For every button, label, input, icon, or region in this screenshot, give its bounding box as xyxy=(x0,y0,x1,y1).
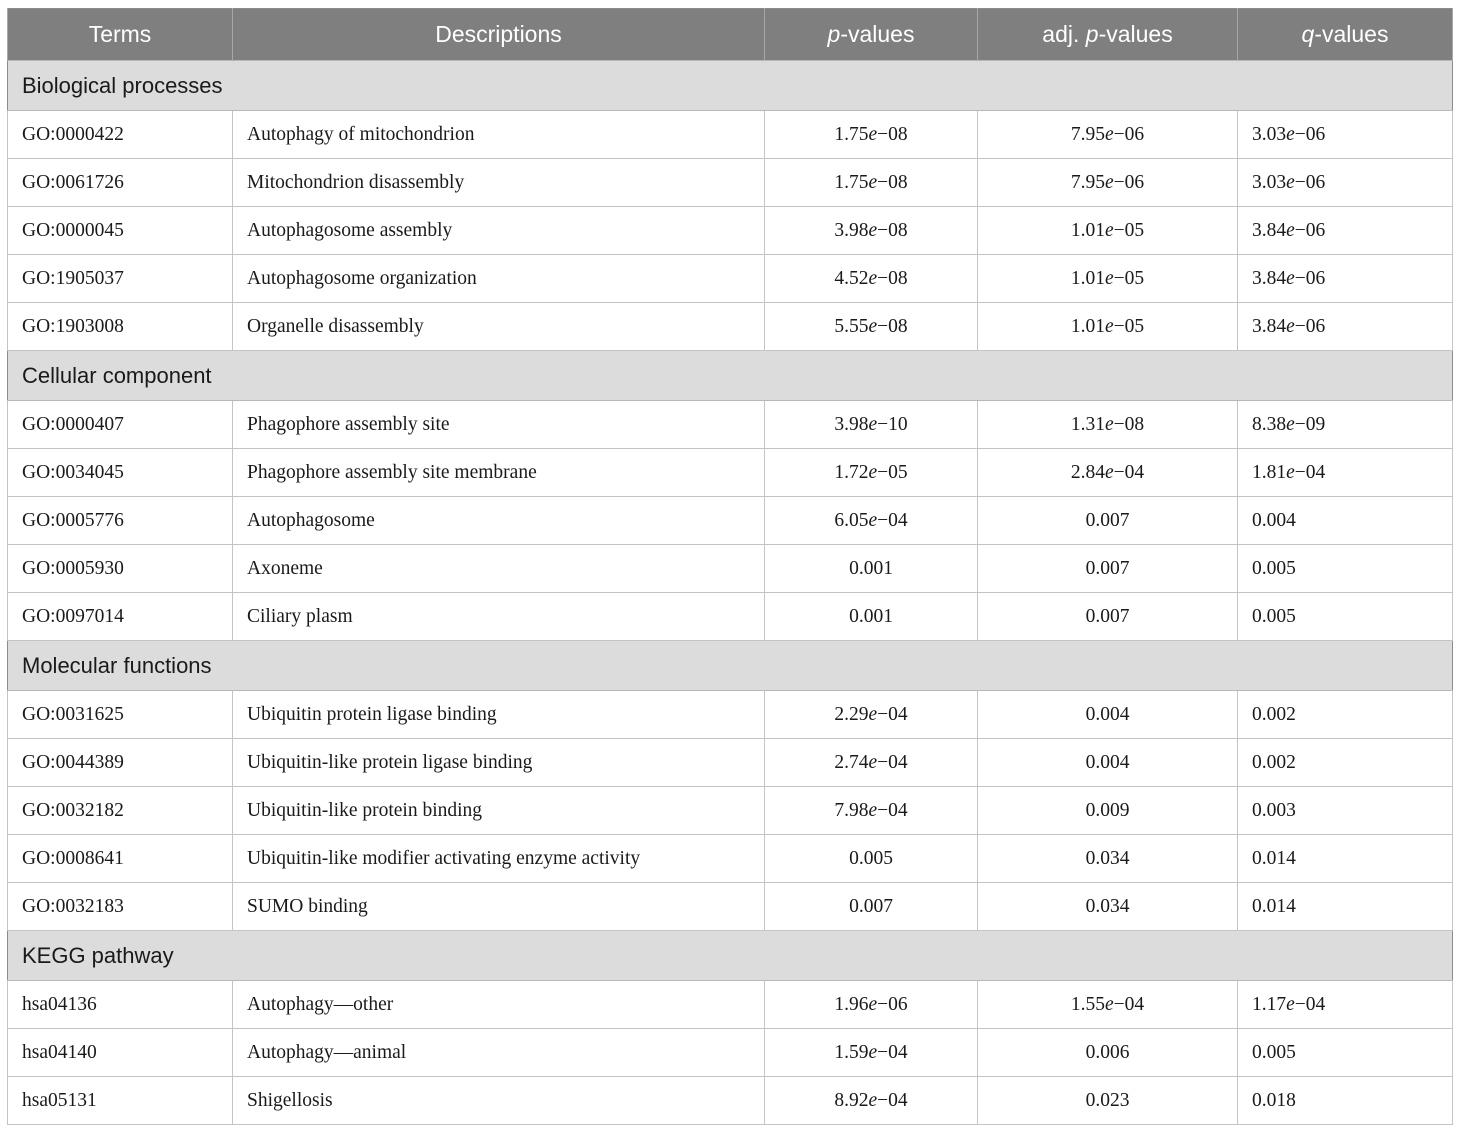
description-cell: Autophagosome assembly xyxy=(233,207,765,255)
p-value-cell: 6.05e−04 xyxy=(765,497,978,545)
term-cell: GO:0032183 xyxy=(8,883,233,931)
p-value-cell: 0.001 xyxy=(765,593,978,641)
p-value-cell: 3.98e−08 xyxy=(765,207,978,255)
q-value-cell: 0.014 xyxy=(1238,835,1453,883)
adj-p-value-cell: 0.006 xyxy=(978,1029,1238,1077)
description-cell: Autophagosome organization xyxy=(233,255,765,303)
table-row xyxy=(8,545,1453,593)
term-cell: hsa04140 xyxy=(8,1029,233,1077)
table-row xyxy=(8,691,1453,739)
q-value-cell: 0.005 xyxy=(1238,545,1453,593)
p-value-cell: 2.74e−04 xyxy=(765,739,978,787)
section-title: Molecular functions xyxy=(8,641,1453,691)
table-row xyxy=(8,883,1453,931)
term-cell: GO:0031625 xyxy=(8,691,233,739)
description-cell: Ubiquitin-like protein binding xyxy=(233,787,765,835)
enrichment-table xyxy=(7,8,1453,1125)
term-cell: GO:0061726 xyxy=(8,159,233,207)
table-row xyxy=(8,593,1453,641)
term-cell: GO:0032182 xyxy=(8,787,233,835)
term-cell: GO:0000407 xyxy=(8,401,233,449)
adj-p-value-cell: 1.01e−05 xyxy=(978,207,1238,255)
q-value-cell: 0.004 xyxy=(1238,497,1453,545)
header-descriptions: Descriptions xyxy=(233,9,765,61)
section-row xyxy=(8,351,1453,401)
header-p-values xyxy=(765,9,978,61)
p-value-cell: 3.98e−10 xyxy=(765,401,978,449)
p-value-cell: 8.92e−04 xyxy=(765,1077,978,1125)
description-cell: Mitochondrion disassembly xyxy=(233,159,765,207)
table-row xyxy=(8,981,1453,1029)
description-cell: Ubiquitin-like modifier activating enzyme activity xyxy=(233,835,765,883)
term-cell: GO:1903008 xyxy=(8,303,233,351)
description-cell: Phagophore assembly site xyxy=(233,401,765,449)
adj-p-value-cell: 7.95e−06 xyxy=(978,159,1238,207)
header-adj-pre: adj. xyxy=(1042,21,1086,47)
section-row xyxy=(8,641,1453,691)
p-value-cell: 0.005 xyxy=(765,835,978,883)
description-cell: Autophagy—animal xyxy=(233,1029,765,1077)
p-value-cell: 1.75e−08 xyxy=(765,111,978,159)
table-row xyxy=(8,497,1453,545)
q-value-cell: 0.003 xyxy=(1238,787,1453,835)
adj-p-value-cell: 0.034 xyxy=(978,835,1238,883)
q-value-cell: 0.005 xyxy=(1238,593,1453,641)
description-cell: Autophagy—other xyxy=(233,981,765,1029)
term-cell: GO:0005930 xyxy=(8,545,233,593)
table-row xyxy=(8,787,1453,835)
description-cell: Phagophore assembly site membrane xyxy=(233,449,765,497)
description-cell: Ubiquitin protein ligase binding xyxy=(233,691,765,739)
p-value-cell: 1.75e−08 xyxy=(765,159,978,207)
description-cell: Autophagy of mitochondrion xyxy=(233,111,765,159)
adj-p-value-cell: 1.01e−05 xyxy=(978,255,1238,303)
q-value-cell: 3.03e−06 xyxy=(1238,159,1453,207)
term-cell: GO:0008641 xyxy=(8,835,233,883)
description-cell: Autophagosome xyxy=(233,497,765,545)
q-value-cell: 0.002 xyxy=(1238,739,1453,787)
section-row xyxy=(8,931,1453,981)
section-title: KEGG pathway xyxy=(8,931,1453,981)
p-value-cell: 7.98e−04 xyxy=(765,787,978,835)
header-q-rest: -values xyxy=(1314,21,1389,47)
header-p-italic: p xyxy=(827,21,841,47)
adj-p-value-cell: 1.55e−04 xyxy=(978,981,1238,1029)
description-cell: Shigellosis xyxy=(233,1077,765,1125)
q-value-cell: 1.81e−04 xyxy=(1238,449,1453,497)
adj-p-value-cell: 7.95e−06 xyxy=(978,111,1238,159)
term-cell: GO:0000045 xyxy=(8,207,233,255)
p-value-cell: 0.001 xyxy=(765,545,978,593)
term-cell: hsa05131 xyxy=(8,1077,233,1125)
table-body xyxy=(8,61,1453,1125)
term-cell: GO:0044389 xyxy=(8,739,233,787)
table-row xyxy=(8,1077,1453,1125)
p-value-cell: 1.96e−06 xyxy=(765,981,978,1029)
term-cell: hsa04136 xyxy=(8,981,233,1029)
adj-p-value-cell: 0.023 xyxy=(978,1077,1238,1125)
description-cell: Ubiquitin-like protein ligase binding xyxy=(233,739,765,787)
q-value-cell: 8.38e−09 xyxy=(1238,401,1453,449)
header-adj-p-values xyxy=(978,9,1238,61)
header-adj-rest: -values xyxy=(1098,21,1173,47)
description-cell: Ciliary plasm xyxy=(233,593,765,641)
p-value-cell: 2.29e−04 xyxy=(765,691,978,739)
q-value-cell: 3.84e−06 xyxy=(1238,255,1453,303)
adj-p-value-cell: 0.004 xyxy=(978,739,1238,787)
table-row xyxy=(8,835,1453,883)
header-q-values xyxy=(1238,9,1453,61)
term-cell: GO:0097014 xyxy=(8,593,233,641)
adj-p-value-cell: 1.01e−05 xyxy=(978,303,1238,351)
term-cell: GO:0005776 xyxy=(8,497,233,545)
adj-p-value-cell: 0.007 xyxy=(978,593,1238,641)
adj-p-value-cell: 0.009 xyxy=(978,787,1238,835)
adj-p-value-cell: 1.31e−08 xyxy=(978,401,1238,449)
q-value-cell: 0.002 xyxy=(1238,691,1453,739)
term-cell: GO:0000422 xyxy=(8,111,233,159)
table-row xyxy=(8,401,1453,449)
adj-p-value-cell: 0.007 xyxy=(978,497,1238,545)
p-value-cell: 1.72e−05 xyxy=(765,449,978,497)
section-row xyxy=(8,61,1453,111)
q-value-cell: 0.014 xyxy=(1238,883,1453,931)
term-cell: GO:0034045 xyxy=(8,449,233,497)
term-cell: GO:1905037 xyxy=(8,255,233,303)
adj-p-value-cell: 0.034 xyxy=(978,883,1238,931)
header-terms: Terms xyxy=(8,9,233,61)
q-value-cell: 0.005 xyxy=(1238,1029,1453,1077)
p-value-cell: 5.55e−08 xyxy=(765,303,978,351)
q-value-cell: 0.018 xyxy=(1238,1077,1453,1125)
adj-p-value-cell: 2.84e−04 xyxy=(978,449,1238,497)
header-adj-italic: p xyxy=(1085,21,1099,47)
header-q-italic: q xyxy=(1301,21,1315,47)
section-title: Biological processes xyxy=(8,61,1453,111)
table-row xyxy=(8,207,1453,255)
header-p-rest: -values xyxy=(840,21,915,47)
section-title: Cellular component xyxy=(8,351,1453,401)
description-cell: Organelle disassembly xyxy=(233,303,765,351)
q-value-cell: 3.84e−06 xyxy=(1238,303,1453,351)
table-row xyxy=(8,111,1453,159)
table-row xyxy=(8,739,1453,787)
p-value-cell: 1.59e−04 xyxy=(765,1029,978,1077)
table-row xyxy=(8,449,1453,497)
table-row xyxy=(8,255,1453,303)
p-value-cell: 0.007 xyxy=(765,883,978,931)
table-row xyxy=(8,159,1453,207)
table-row xyxy=(8,1029,1453,1077)
q-value-cell: 1.17e−04 xyxy=(1238,981,1453,1029)
p-value-cell: 4.52e−08 xyxy=(765,255,978,303)
table-row xyxy=(8,303,1453,351)
description-cell: SUMO binding xyxy=(233,883,765,931)
q-value-cell: 3.03e−06 xyxy=(1238,111,1453,159)
q-value-cell: 3.84e−06 xyxy=(1238,207,1453,255)
adj-p-value-cell: 0.004 xyxy=(978,691,1238,739)
adj-p-value-cell: 0.007 xyxy=(978,545,1238,593)
header-row xyxy=(8,9,1453,61)
description-cell: Axoneme xyxy=(233,545,765,593)
